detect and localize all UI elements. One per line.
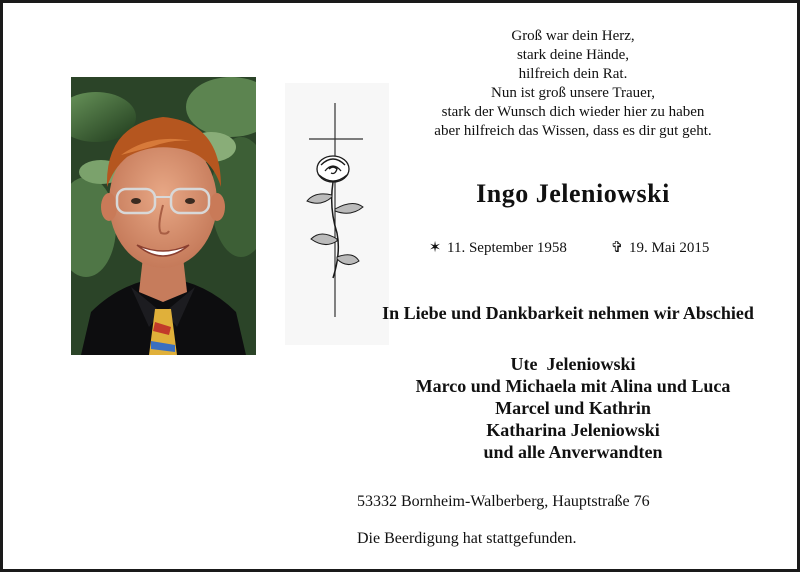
portrait-illustration (71, 77, 256, 355)
rose-icon (317, 156, 349, 182)
poem-line: Groß war dein Herz, (511, 28, 635, 44)
death-date-group (609, 238, 709, 257)
family-member: Katharina Jeleniowski (486, 420, 660, 440)
death-date: 19. Mai 2015 (629, 240, 710, 256)
family-member: und alle Anverwandten (483, 442, 663, 462)
poem-line: Nun ist groß unsere Trauer, (491, 85, 655, 101)
cross-small-icon: ✞ (610, 240, 624, 256)
portrait-photo (71, 77, 256, 355)
birth-date: 11. September 1958 (447, 240, 567, 256)
family-member: Marco und Michaela mit Alina und Luca (415, 376, 731, 396)
poem-line: stark deine Hände, (516, 47, 630, 63)
family-list (363, 353, 783, 463)
star-icon: ✶ (428, 240, 442, 256)
family-member: Marcel und Kathrin (495, 398, 651, 418)
funeral-note: Die Beerdigung hat stattgefunden. (357, 530, 577, 547)
farewell-line: In Liebe und Dankbarkeit nehmen wir Abschied (382, 303, 754, 323)
poem (383, 27, 763, 141)
family-member: Ute Jeleniowski (510, 354, 636, 374)
birth-date-group (427, 238, 567, 257)
address: 53332 Bornheim-Walberberg, Hauptstraße 76 (357, 493, 650, 510)
poem-line: stark der Wunsch dich wieder hier zu haben (441, 104, 705, 120)
poem-line: hilfreich dein Rat. (518, 66, 628, 82)
poem-line: aber hilfreich das Wissen, dass es dir gut geht. (434, 123, 712, 139)
deceased-name: Ingo Jeleniowski (476, 179, 670, 208)
